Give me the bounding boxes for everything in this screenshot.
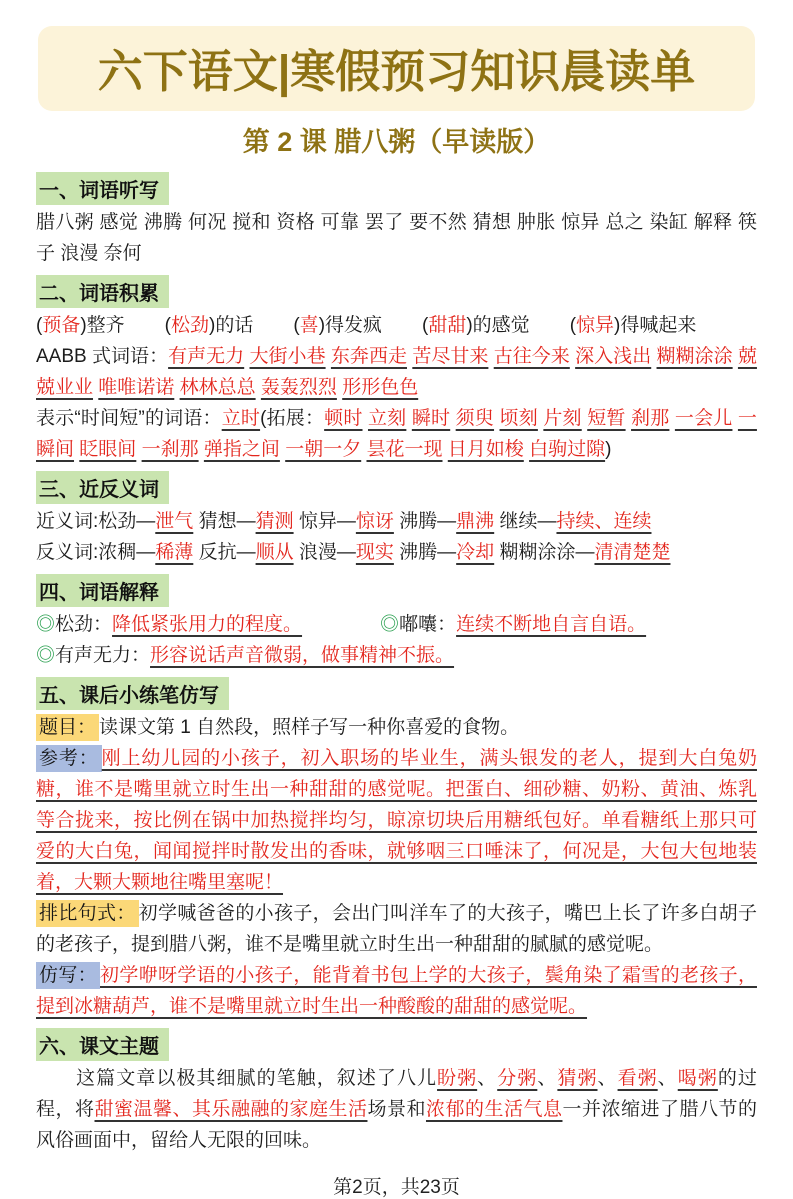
underlined-red-term: 清清楚楚 [594,542,671,563]
underlined-red-term: 弹指之间 [203,439,280,460]
underlined-red-term: 分粥 [497,1068,538,1089]
underlined-red-term: 顿时 [324,408,363,429]
underlined-red-term: 形容说话声音微弱，做事精神不振。 [150,645,455,666]
underlined-red-term: 顷刻 [499,408,538,429]
underlined-red-term: 立时 [221,408,261,429]
underlined-red-term: 刚上幼儿园的小孩子，初入职场的毕业生，满头银发的老人，提到大白兔奶糖，谁不是嘴里就立时生出一种甜甜的感觉呢。把蛋白、细砂糖、奶粉、黄油、炼乳等合拢来，按比例在锅中加热搅拌均匀，晾凉切块后用糖纸包好。单看糖纸上那只可爱的大白兔，闻闻搅拌时散发出的香味，就够咽三口唾沫了，何况是，大包大包地装着，大颗大颗地往嘴里塞呢！ [36,748,757,893]
paragraph [36,640,757,671]
section-3 [36,468,757,568]
circle-bullet-icon: ◎ [380,614,400,635]
text-run: 表示“时间短”的词语： [36,408,222,429]
text-run: ( [36,315,43,336]
paragraph [36,1063,757,1156]
text-run: 猜想— [193,511,256,532]
underlined-red-term: 东奔西走 [330,346,407,367]
text-run: 、 [657,1068,678,1089]
red-term: 预备 [42,315,81,336]
circle-bullet-icon: ◎ [36,614,56,635]
underlined-red-term: 冷却 [456,542,495,563]
text-run: 惊异— [293,511,356,532]
section-heading: 六、课文主题 [36,1028,169,1061]
paragraph [36,310,757,341]
text-run: )的话 [209,315,254,336]
underlined-red-term: 降低紧张用力的程度。 [112,614,303,635]
section-heading: 二、词语积累 [36,275,169,308]
text-run: 近义词:松劲— [36,511,156,532]
text-run: 糊糊涂涂— [494,542,595,563]
paragraph [36,506,757,537]
underlined-red-term: 猜粥 [557,1068,598,1089]
underlined-red-term: 形形色色 [342,377,419,398]
underlined-red-term: 一瞬间 [36,408,757,460]
text-run: 、 [597,1068,618,1089]
red-term: 甜甜 [428,315,467,336]
underlined-red-term: 看粥 [617,1068,658,1089]
underlined-red-term: 立刻 [367,408,407,429]
text-run: 初学喊爸爸的小孩子，会出门叫洋车了的大孩子，嘴巴上长了许多白胡子的老孩子，提到腊八粥，谁不是嘴里就立时生出一种甜甜的腻腻的感觉呢。 [36,903,757,955]
underlined-red-term: 一会儿 [674,408,733,429]
paragraph [36,537,757,568]
spacer [125,330,165,331]
underlined-red-term: 兢兢业业 [36,346,757,398]
text-run: 浪漫— [293,542,356,563]
underlined-red-term: 甜蜜温馨、其乐融融的家庭生活 [94,1099,368,1120]
underlined-red-term: 顺从 [255,542,294,563]
paragraph [36,341,757,403]
underlined-red-term: 白驹过隙 [529,439,606,460]
underlined-red-term: 持续、连续 [556,511,652,532]
underlined-red-term: 初学咿呀学语的小孩子，能背着书包上学的大孩子，鬓角染了霜雪的老孩子，提到冰糖葫芦，谁不是嘴里就立时生出一种酸酸的甜甜的感觉呢。 [36,965,757,1017]
spacer [382,330,422,331]
spacer [530,330,570,331]
section-1 [36,169,757,269]
content-area [36,169,757,1156]
underlined-red-term: 喝粥 [677,1068,718,1089]
underlined-red-term: 眨眼间 [79,439,137,460]
paragraph [36,207,757,269]
paragraph [36,743,757,898]
underlined-red-term: 浓郁的生活气息 [425,1099,563,1120]
text-run: 的过程，将 [36,1068,757,1120]
label-highlight-blue: 仿写： [36,962,100,989]
text-run: ( [569,315,577,336]
section-heading: 四、词语解释 [36,574,169,607]
text-run: )的感觉 [466,315,530,336]
section-heading: 一、词语听写 [36,172,169,205]
circle-bullet-icon: ◎ [36,645,56,666]
label-highlight-yellow: 排比句式： [36,900,139,927]
text-run: 松劲： [55,614,113,635]
text-run: 、 [537,1068,558,1089]
text-run: ( [422,315,429,336]
spacer [253,330,293,331]
underlined-red-term: 瞬时 [411,408,451,429]
underlined-red-term: 一朝一夕 [285,439,362,460]
lesson-subtitle: 第 2 课 腊八粥（早读版） [242,127,551,157]
text-run: 嘟囔： [399,614,457,635]
underlined-red-term: 鼎沸 [456,511,495,532]
title-banner [38,26,755,111]
underlined-red-term: 须臾 [455,408,495,429]
section-5 [36,674,757,1022]
red-term: 喜 [299,315,319,336]
text-run: ) [605,439,612,460]
text-run: ( [293,315,300,336]
label-highlight-blue: 参考： [36,745,102,772]
underlined-red-term: 昙花一现 [366,439,443,460]
underlined-red-term: 深入浅出 [575,346,652,367]
label-highlight-yellow: 题目： [36,714,99,741]
text-run: 沸腾— [393,511,457,532]
underlined-red-term: 刹那 [631,408,670,429]
section-2 [36,272,757,465]
red-term: 惊异 [576,315,615,336]
underlined-red-term: 古往今来 [493,346,570,367]
text-run: 腊八粥 感觉 沸腾 何况 搅和 资格 可靠 罢了 要不然 猜想 肿胀 惊异 总之 染缸 解释 筷子 浪漫 奈何 [36,212,757,264]
text-run: )得喊起来 [614,315,697,336]
text-run: 一并浓缩进了腊八节的风俗画面中，留给人无限的回味。 [36,1099,757,1151]
underlined-red-term: 唯唯诺诺 [98,377,175,398]
underlined-red-term: 苦尽甘来 [412,346,489,367]
text-run: 继续— [494,511,557,532]
underlined-red-term: 现实 [355,542,394,563]
text-run: ( [164,315,171,336]
underlined-red-term: 有声无力 [168,346,245,367]
paragraph [36,898,757,960]
page-title: 六下语文|寒假预习知识晨读单 [97,46,696,97]
underlined-red-term: 泄气 [155,511,194,532]
underlined-red-term: 短暂 [587,408,626,429]
paragraph [36,712,757,743]
underlined-red-term: 稀薄 [155,542,194,563]
text-run: 沸腾— [393,542,457,563]
text-run: 场景和 [367,1099,426,1120]
text-run: 、 [477,1068,498,1089]
section-6 [36,1025,757,1156]
paragraph [36,609,757,640]
underlined-red-term: 林林总总 [179,377,256,398]
paragraph [36,960,757,1022]
document-page [0,26,793,1198]
text-run: 反抗— [193,542,256,563]
underlined-red-term: 盼粥 [437,1068,478,1089]
text-run: )得发疯 [318,315,383,336]
underlined-red-term: 日月如梭 [447,439,524,460]
underlined-red-term: 惊讶 [355,511,394,532]
text-run: 反义词:浓稠— [36,542,156,563]
underlined-red-term: 轰轰烈烈 [260,377,337,398]
paragraph [36,403,757,465]
text-run: 有声无力： [55,645,151,666]
text-run: )整齐 [80,315,125,336]
section-heading: 五、课后小练笔仿写 [36,677,229,710]
underlined-red-term: 连续不断地自言自语。 [456,614,647,635]
section-heading: 三、近反义词 [36,471,169,504]
underlined-red-term: 猜测 [255,511,294,532]
spacer [302,629,380,630]
underlined-red-term: 一刹那 [141,439,199,460]
underlined-red-term: 大街小巷 [249,346,326,367]
underlined-red-term: 糊糊涂涂 [656,346,733,367]
page-number-footer: 第2页，共23页 [333,1177,460,1198]
text-run: 读课文第 1 自然段，照样子写一种你喜爱的食物。 [99,717,520,738]
underlined-red-term: 片刻 [543,408,582,429]
text-run: 这篇文章以极其细腻的笔触，叙述了八儿 [36,1068,438,1089]
text-run: AABB 式词语： [36,346,169,367]
section-4 [36,571,757,671]
text-run: (拓展： [260,408,325,429]
red-term: 松劲 [171,315,210,336]
